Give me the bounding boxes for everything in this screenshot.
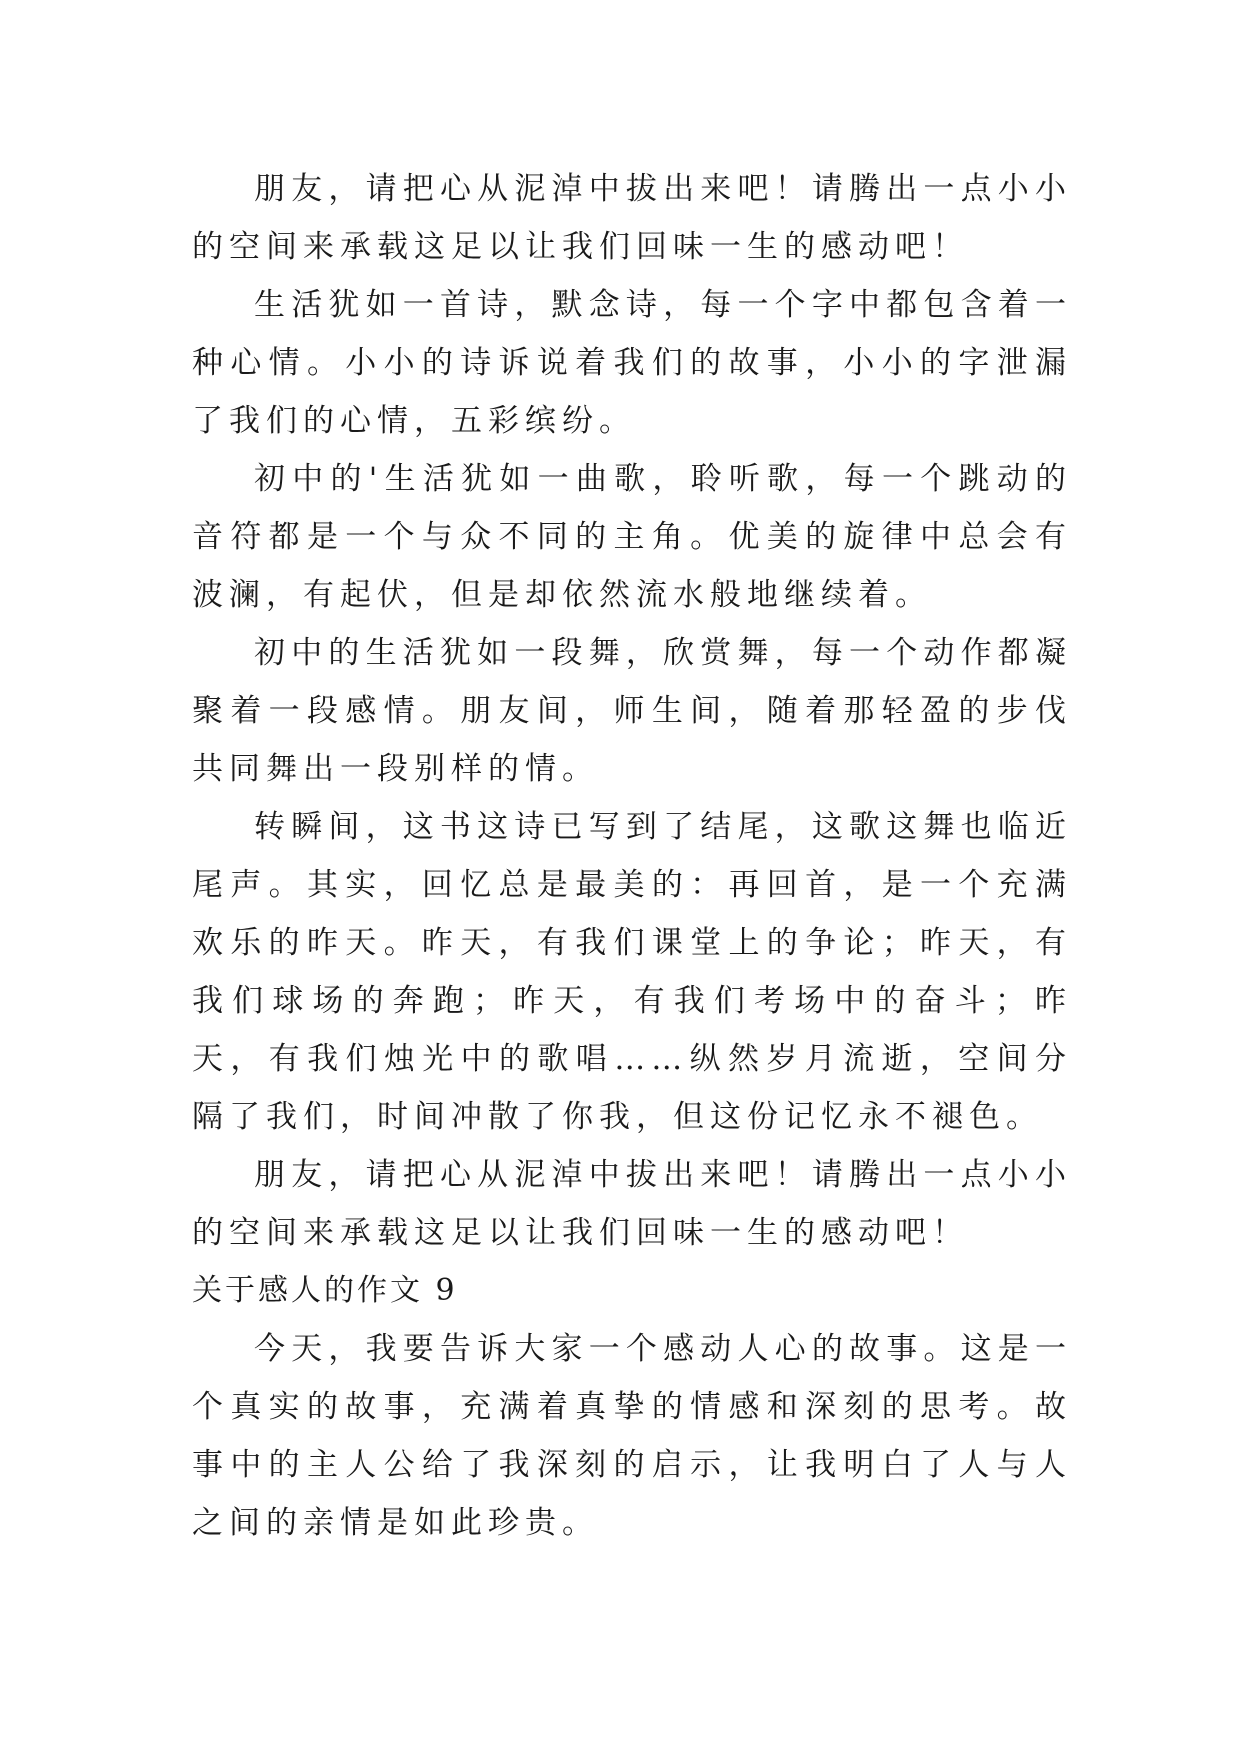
section-heading: 关于感人的作文 9 bbox=[192, 1273, 458, 1308]
paragraph: 转瞬间，这书这诗已写到了结尾，这歌这舞也临近尾声。其实，回忆总是最美的：再回首，是一个充满欢乐的昨天。昨天，有我们课堂上的争论；昨天，有我们球场的奔跑；昨天，有我们考场中的奋斗；昨天，有我们烛光中的歌唱……纵然岁月流逝，空间分隔了我们，时间冲散了你我，但这份记忆永不褪色。 bbox=[192, 809, 1072, 1135]
paragraph: 朋友，请把心从泥淖中拔出来吧！请腾出一点小小的空间来承载这足以让我们回味一生的感动吧！ bbox=[192, 171, 1072, 265]
paragraph: 初中的'生活犹如一曲歌，聆听歌，每一个跳动的音符都是一个与众不同的主角。优美的旋律中总会有波澜，有起伏，但是却依然流水般地继续着。 bbox=[192, 461, 1072, 613]
paragraph: 生活犹如一首诗，默念诗，每一个字中都包含着一种心情。小小的诗诉说着我们的故事，小小的字泄漏了我们的心情，五彩缤纷。 bbox=[192, 287, 1072, 439]
paragraph: 初中的生活犹如一段舞，欣赏舞，每一个动作都凝聚着一段感情。朋友间，师生间，随着那轻盈的步伐共同舞出一段别样的情。 bbox=[192, 635, 1072, 787]
document-body bbox=[192, 160, 1072, 1552]
paragraph: 朋友，请把心从泥淖中拔出来吧！请腾出一点小小的空间来承载这足以让我们回味一生的感动吧！ bbox=[192, 1157, 1072, 1251]
paragraph: 今天，我要告诉大家一个感动人心的故事。这是一个真实的故事，充满着真挚的情感和深刻的思考。故事中的主人公给了我深刻的启示，让我明白了人与人之间的亲情是如此珍贵。 bbox=[192, 1331, 1072, 1541]
